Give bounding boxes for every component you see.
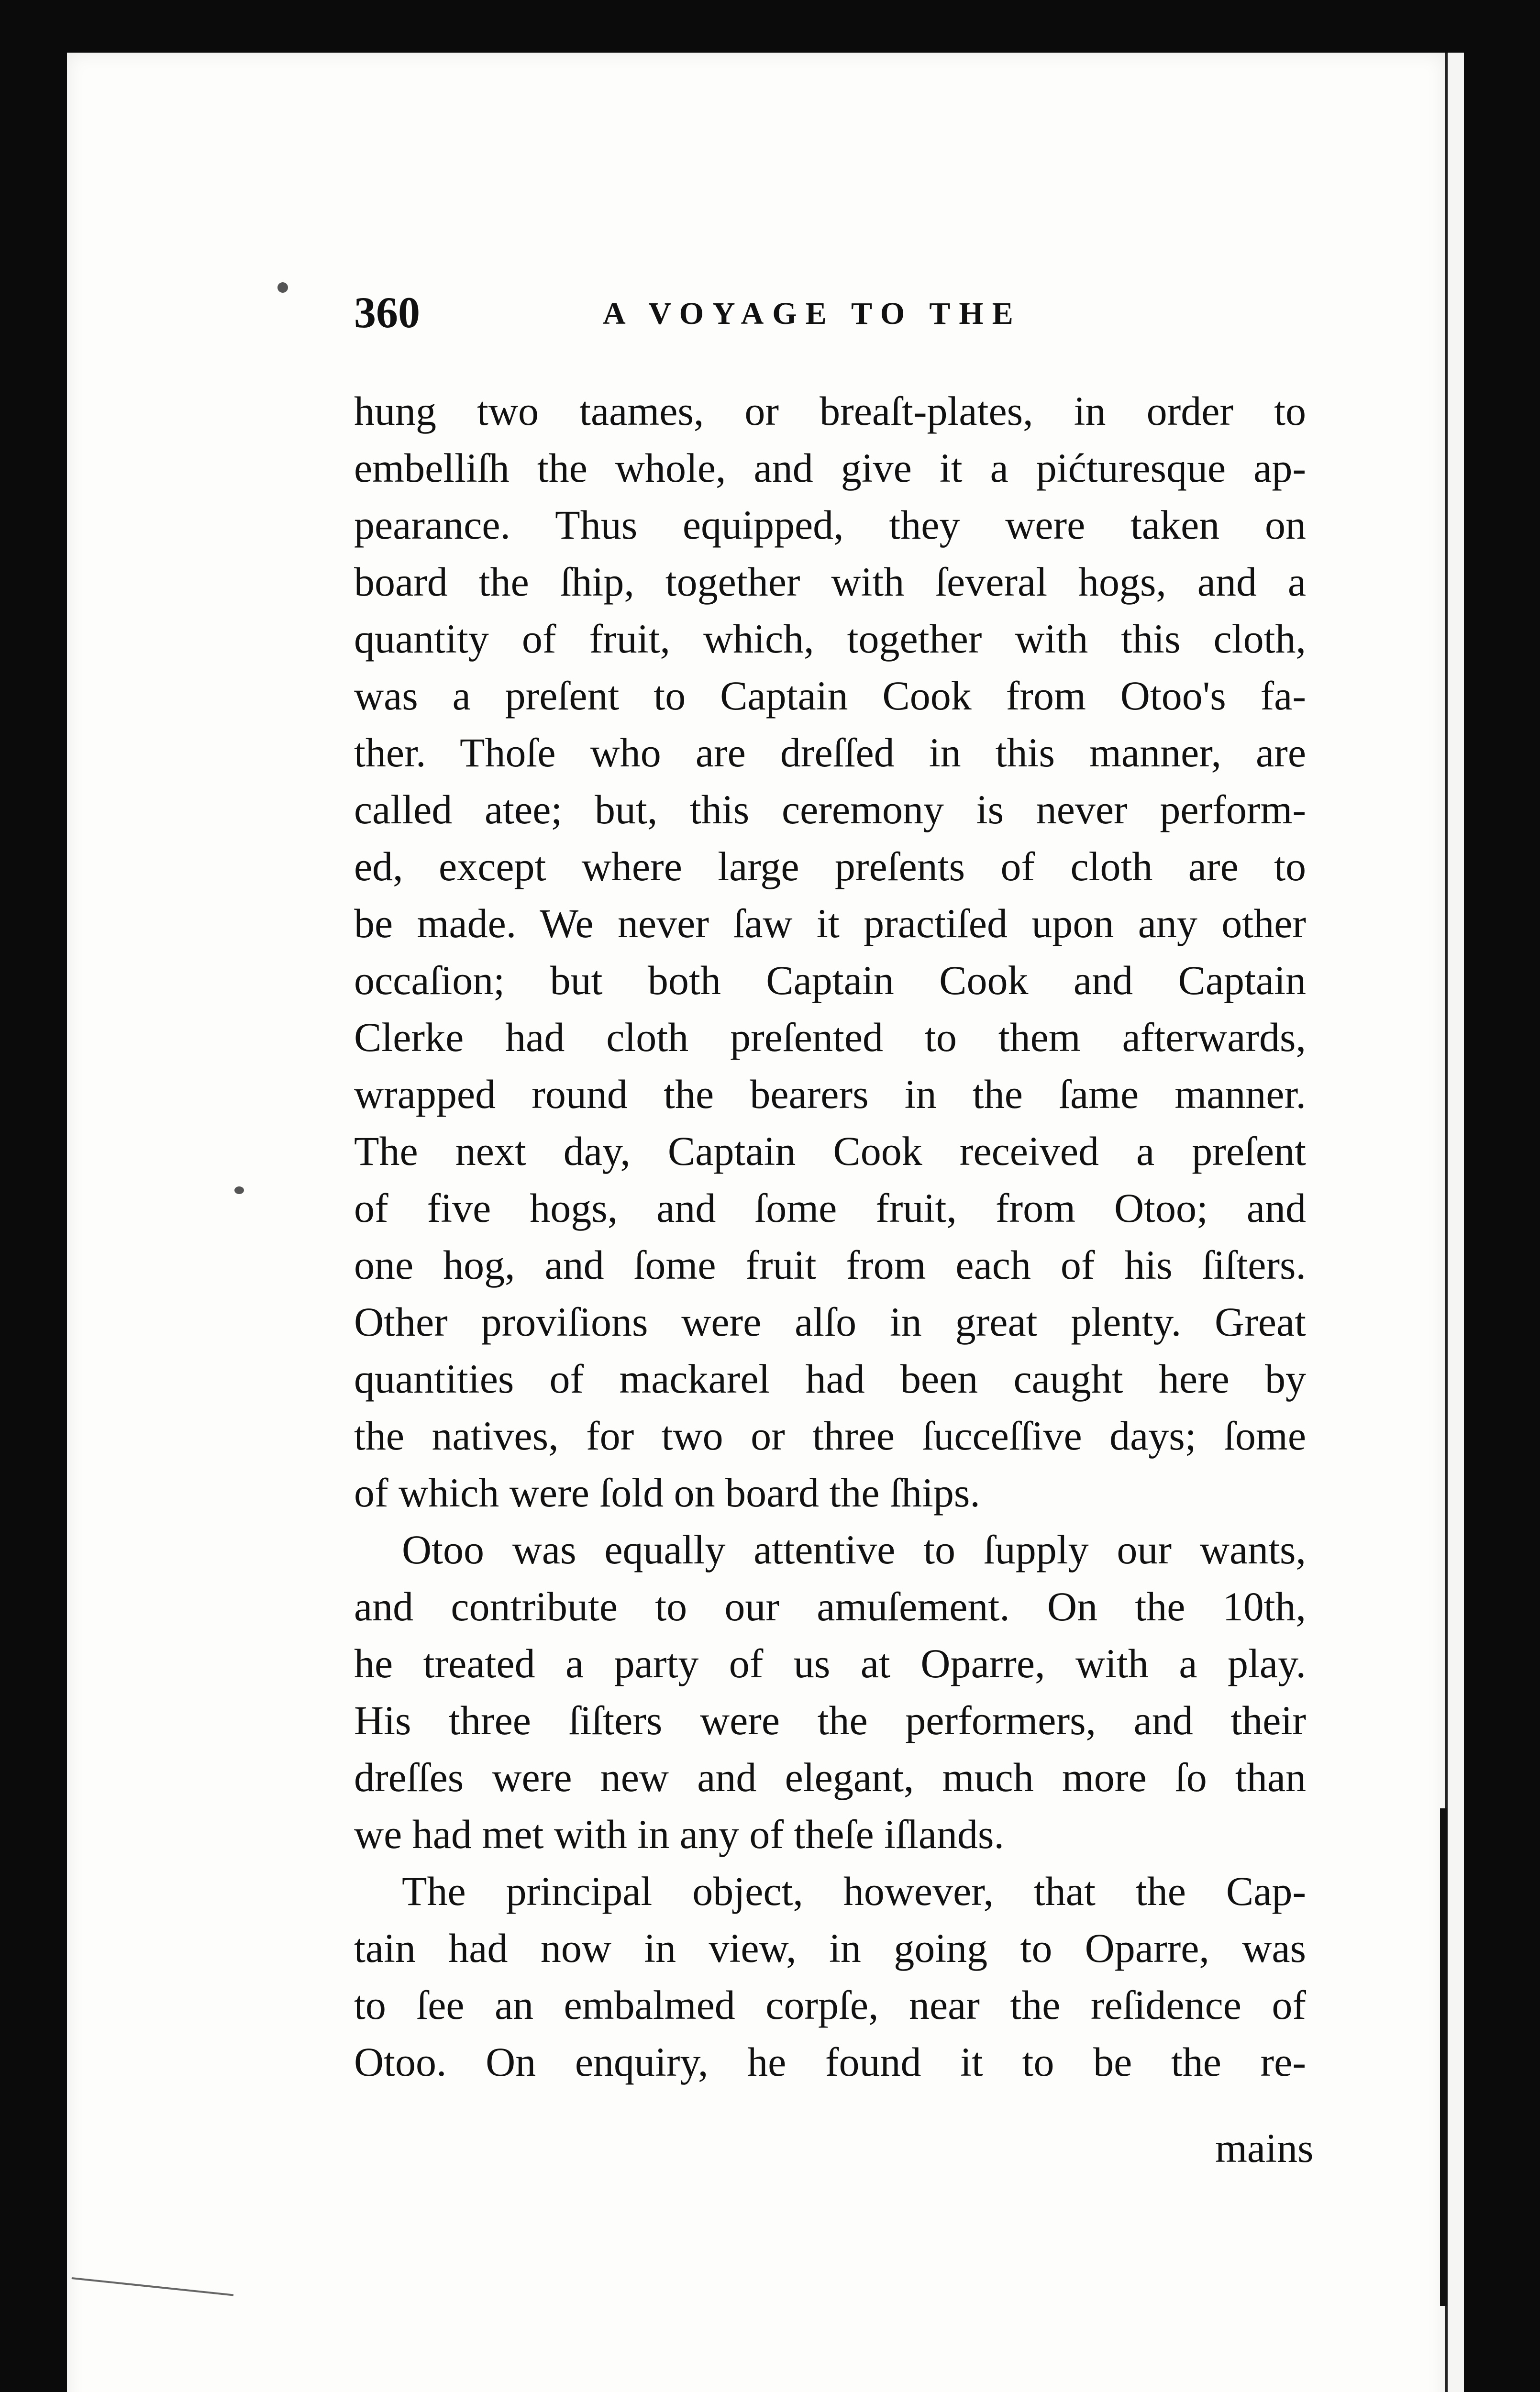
- scan-border-right: [1464, 0, 1540, 2392]
- text-line: Otoo was equally attentive to ſupply our wants,: [402, 1527, 1306, 1573]
- text-line: board the ſhip, together with ſeveral hogs, and a: [354, 559, 1306, 605]
- text-line: pearance. Thus equipped, they were taken on: [354, 502, 1306, 548]
- text-line: occaſion; but both Captain Cook and Captain: [354, 957, 1306, 1003]
- catchword: mains: [1215, 2125, 1314, 2171]
- text-line: of five hogs, and ſome fruit, from Otoo; and: [354, 1185, 1306, 1231]
- text-line: Otoo. On enquiry, he found it to be the re-: [354, 2039, 1306, 2085]
- text-line: Clerke had cloth preſented to them afterwards,: [354, 1014, 1306, 1060]
- text-line: His three ſiſters were the performers, and their: [354, 1697, 1306, 1743]
- text-line: the natives, for two or three ſucceſſive days; ſome: [354, 1413, 1306, 1459]
- text-line: hung two taames, or breaſt-plates, in order to: [354, 388, 1306, 434]
- text-line: dreſſes were new and elegant, much more ſo than: [354, 1754, 1306, 1800]
- text-line: and contribute to our amuſement. On the 10th,: [354, 1584, 1306, 1629]
- text-line: The principal object, however, that the Cap-: [402, 1868, 1306, 1914]
- text-line: tain had now in view, in going to Oparre, was: [354, 1925, 1306, 1971]
- text-line: be made. We never ſaw it practiſed upon any other: [354, 900, 1306, 946]
- text-line: we had met with in any of theſe iſlands.: [354, 1811, 1004, 1857]
- text-line: quantity of fruit, which, together with this cloth,: [354, 616, 1306, 662]
- text-line: ther. Thoſe who are dreſſed in this manner, are: [354, 730, 1306, 775]
- text-line: to ſee an embalmed corpſe, near the reſidence of: [354, 1982, 1306, 2028]
- scan-mark: [1440, 1808, 1447, 2306]
- text-line: quantities of mackarel had been caught here by: [354, 1356, 1306, 1402]
- text-line: wrapped round the bearers in the ſame manner.: [354, 1071, 1306, 1117]
- body-text: [354, 383, 1306, 2091]
- text-line: called atee; but, this ceremony is never perform-: [354, 786, 1306, 832]
- text-line: Other proviſions were alſo in great plenty. Great: [354, 1299, 1306, 1345]
- scan-mark: [234, 1186, 244, 1194]
- page-number: 360: [354, 288, 420, 337]
- scan-mark: [277, 282, 288, 293]
- text-line: of which were ſold on board the ſhips.: [354, 1470, 980, 1516]
- running-title: A VOYAGE TO THE: [603, 296, 1022, 331]
- running-head: [354, 287, 1119, 344]
- text-line: ed, except where large preſents of cloth are to: [354, 843, 1306, 889]
- text-line: embelliſh the whole, and give it a pićturesque ap-: [354, 445, 1306, 491]
- text-line: was a preſent to Captain Cook from Otoo's fa-: [354, 673, 1306, 719]
- text-line: one hog, and ſome fruit from each of his ſiſters.: [354, 1242, 1306, 1288]
- text-line: he treated a party of us at Oparre, with a play.: [354, 1640, 1306, 1686]
- text-line: The next day, Captain Cook received a preſent: [354, 1128, 1306, 1174]
